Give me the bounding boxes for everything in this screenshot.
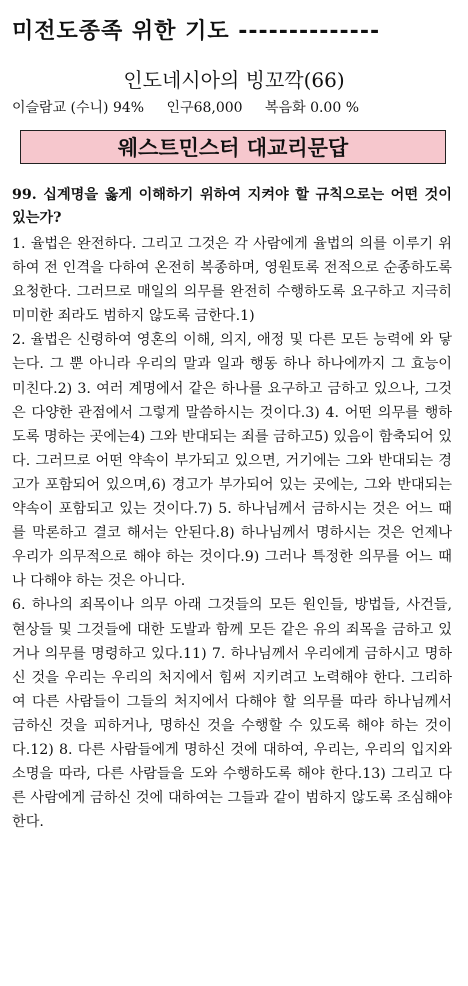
answer-paragraph-1: 1. 율법은 완전하다. 그리고 그것은 각 사람에게 율법의 의를 이루기 위하여 전 인격을 다하여 온전히 복종하며, 영원토록 전적으로 순종하도록 요청한다. 그러므로 매일의 의무를 완전히 수행하도록 요구하고 지극히 미미한 죄라도 범하지 않도록 금한다.1) [12, 236, 452, 325]
answer-paragraph-3: 6. 하나의 죄목이나 의무 아래 그것들의 모든 원인들, 방법들, 사건들, 현상들 및 그것들에 대한 도발과 함께 모든 같은 유의 죄목을 금하고 있거나 의무를 명령하고 있다.11) 7. 하나님께서 우리에게 금하시고 명하신 것을 우리는 우리의 처지에서 힘써 지키려고 노력해야 한다. 그리하여 다른 사람들이 그들의 처지에서 다해야 할 의무를 따라 하나님께서 금하신 것을 피하거나, 명하신 것을 수행할 수 있도록 해야 하는 것이다.12) 8. 다른 사람들에게 명하신 것에 대하여, 우리는, 우리의 입지와 소명을 따라, 다른 사람들을 도와 수행하도록 해야 한다.13) 그리고 다른 사람에게 금하신 것에 대하여는 그들과 같이 범하지 않도록 조심해야 한다. [12, 597, 452, 831]
people-group-subtitle: 인도네시아의 빙꼬깍(66) [123, 68, 345, 92]
religion-stat: 이슬람교 (수니) 94% [12, 100, 145, 116]
catechism-answer [12, 232, 452, 834]
answer-paragraph-2: 2. 율법은 신령하여 영혼의 이해, 의지, 애정 및 다른 모든 능력에 와 닿는다. 그 뿐 아니라 우리의 말과 일과 행동 하나 하나에까지 그 효능이 미친다.2) 3. 여러 계명에서 같은 하나를 요구하고 금하고 있으나, 그것은 다양한 관점에서 그렇게 말씀하시는 것이다.3) 4. 어떤 의무를 행하도록 명하는 곳에는4) 그와 반대되는 죄를 금하고5) 있음이 함축되어 있다. 그러므로 어떤 약속이 부가되고 있으면, 거기에는 그와 반대되는 경고가 포함되어 있으며,6) 경고가 부가되어 있는 곳에는, 그와 반대되는 약속이 포함되고 있는 것이다.7) 5. 하나님께서 금하시는 것은 어느 때를 막론하고 결코 해서는 안된다.8) 하나님께서 명하시는 것은 언제나 우리가 의무적으로 해야 하는 것이다.9) 그러나 특정한 의무를 어느 때나 다해야 하는 것은 아니다. [12, 332, 452, 590]
page-title: 미전도종족 위한 기도 -------------- [12, 19, 381, 44]
catechism-banner: 웨스트민스터 대교리문답 [20, 130, 446, 164]
stats-line [12, 97, 377, 117]
catechism-question: 99. 십계명을 옳게 이해하기 위하여 지켜야 할 규칙으로는 어떤 것이 있는가? [12, 187, 452, 226]
evangelization-stat: 복음화 0.00 % [265, 100, 359, 116]
population-stat: 인구68,000 [166, 100, 243, 116]
